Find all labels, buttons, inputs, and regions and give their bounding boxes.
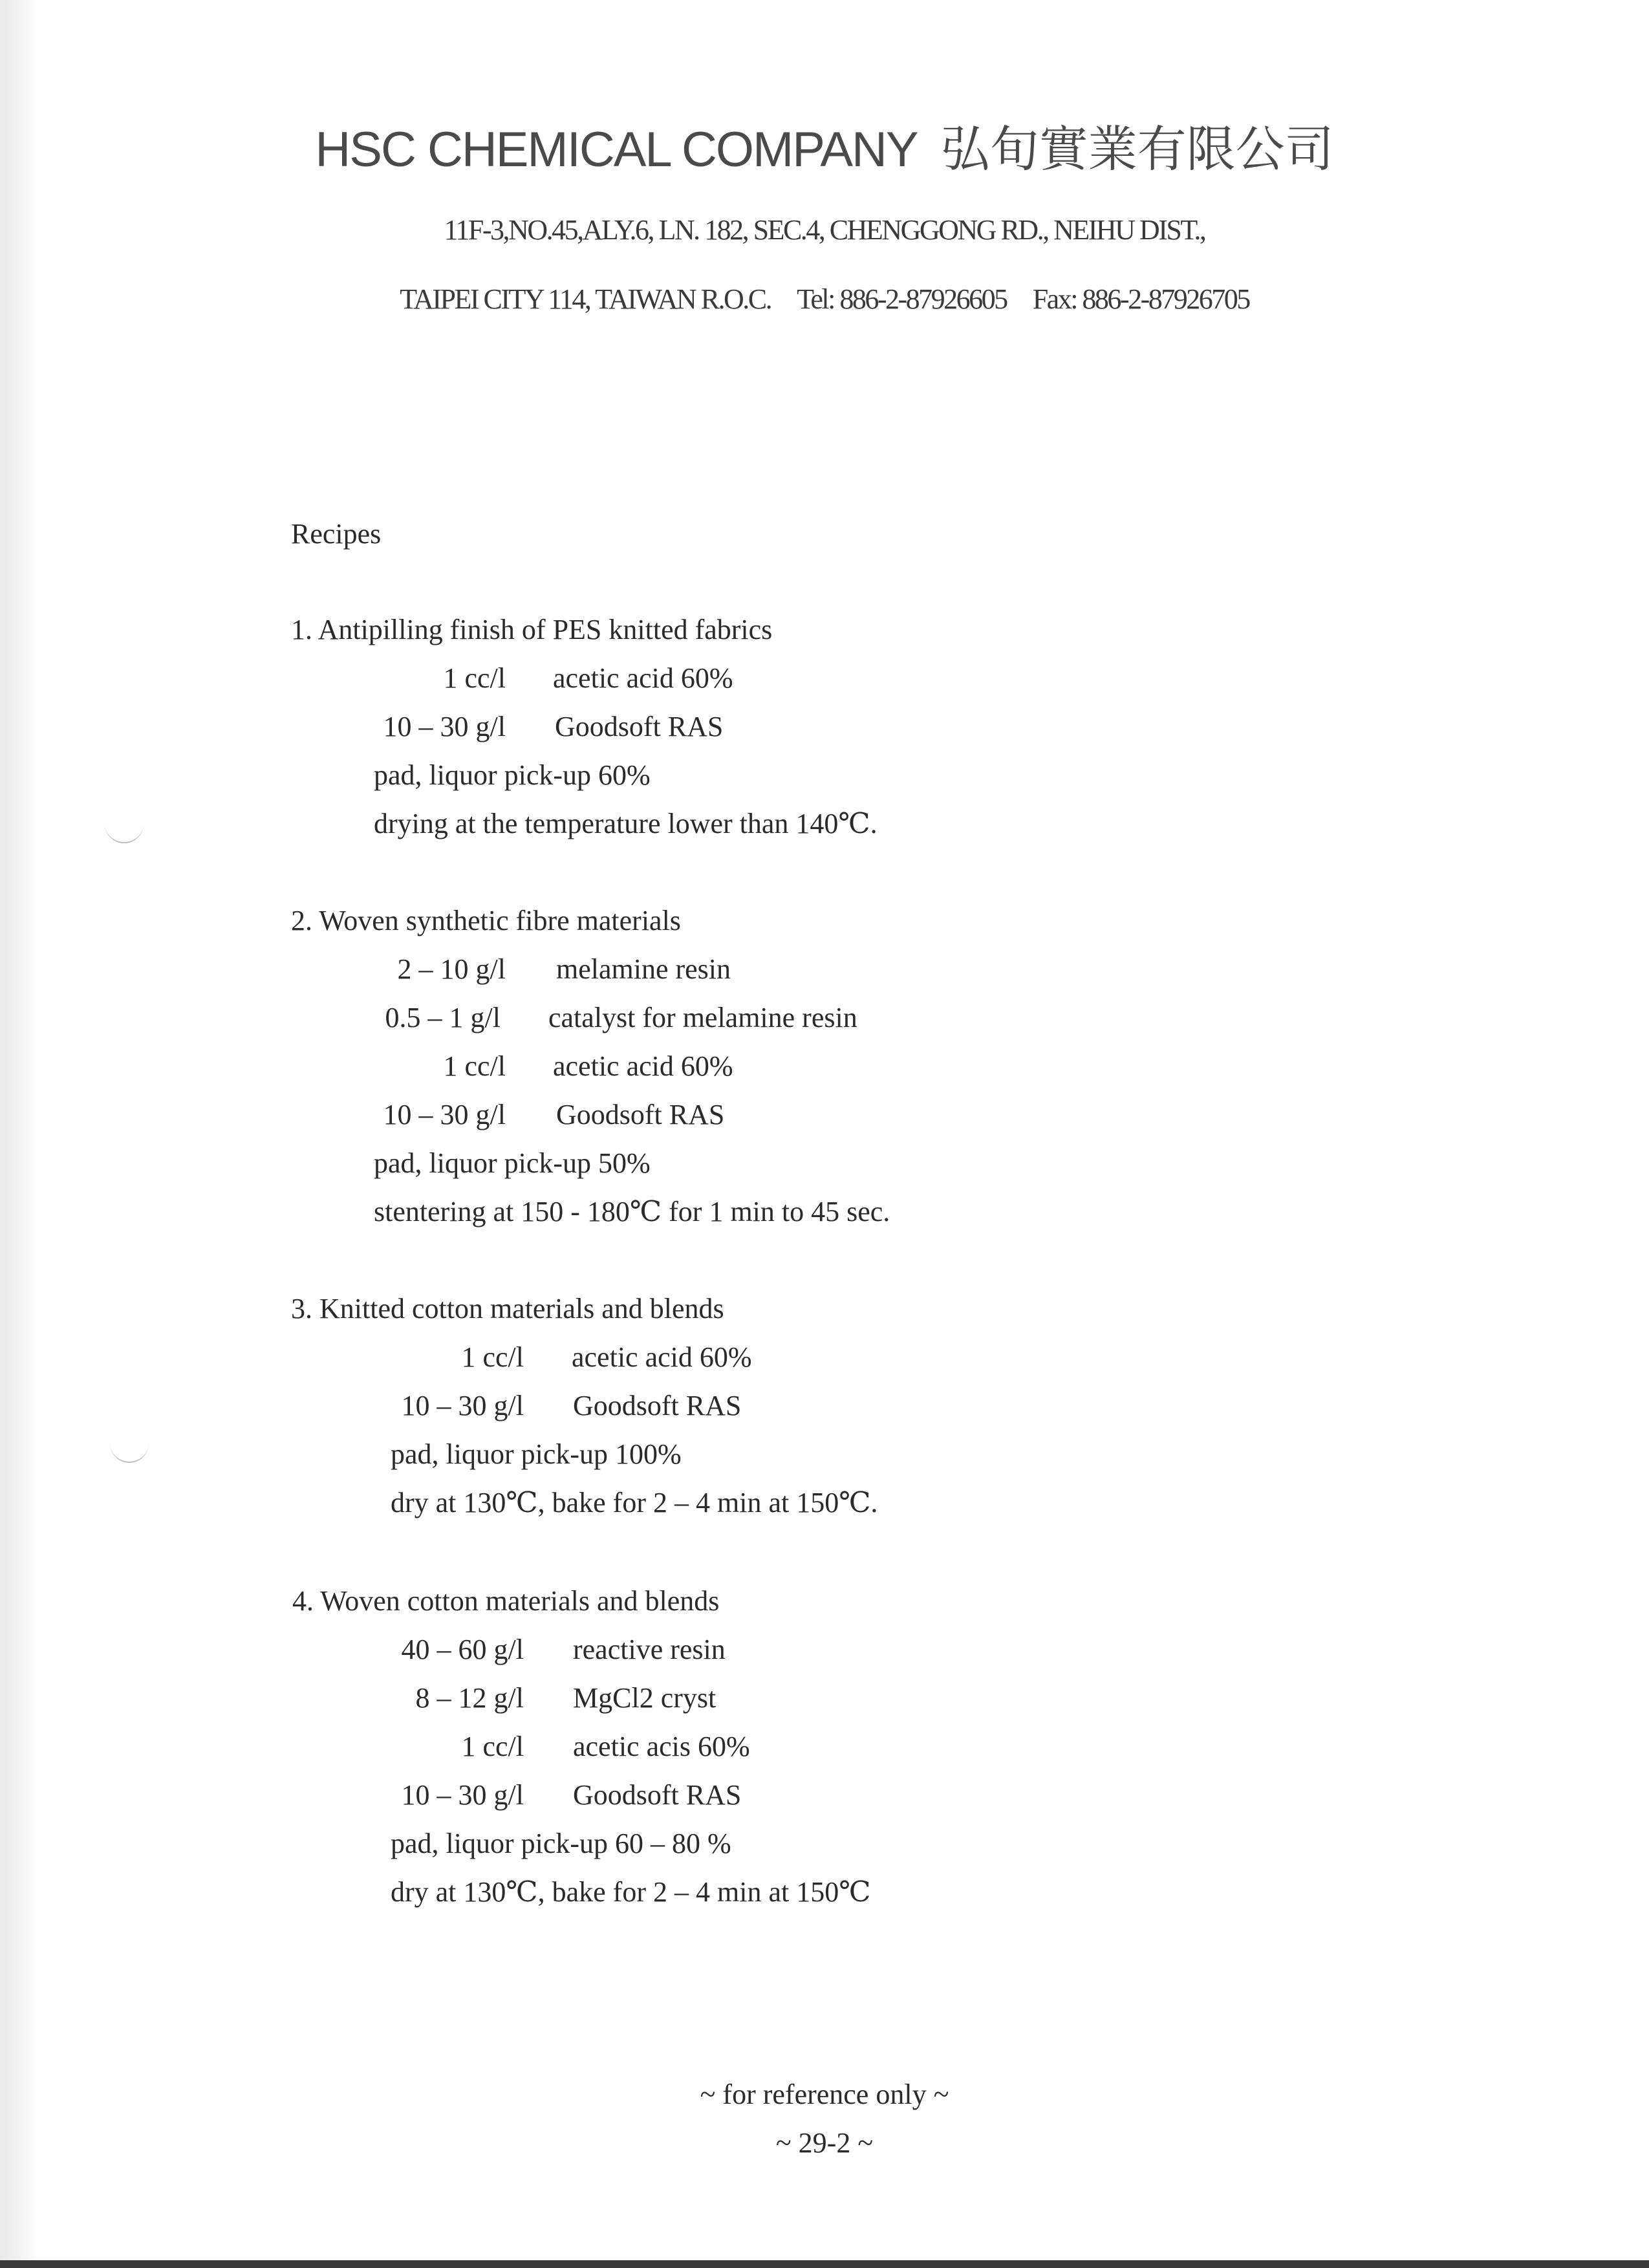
recipe-step: dry at 130℃, bake for 2 – 4 min at 150℃. bbox=[391, 1487, 878, 1518]
recipe-ingredient: acetic acid 60% bbox=[553, 1050, 733, 1082]
scan-bottom-edge bbox=[0, 2260, 1649, 2268]
recipe-ingredient: Goodsoft RAS bbox=[573, 1779, 742, 1811]
recipe-quantity: 40 – 60 g/l bbox=[401, 1634, 524, 1665]
recipe-step: dry at 130℃, bake for 2 – 4 min at 150℃ bbox=[391, 1876, 871, 1908]
recipe-title: 1. Antipilling finish of PES knitted fabrics bbox=[291, 614, 773, 645]
recipe-ingredient: melamine resin bbox=[556, 953, 731, 985]
recipe-step: drying at the temperature lower than 140℃. bbox=[374, 808, 878, 839]
recipe-quantity: 10 – 30 g/l bbox=[383, 711, 506, 742]
company-name-en: HSC CHEMICAL COMPANY bbox=[315, 122, 918, 177]
page-number: ~ 29-2 ~ bbox=[775, 2127, 874, 2159]
recipe-ingredient: Goodsoft RAS bbox=[573, 1390, 742, 1421]
company-name bbox=[0, 110, 1649, 180]
recipe-ingredient: acetic acis 60% bbox=[573, 1731, 750, 1762]
telephone: Tel: 886-2-87926605 bbox=[797, 283, 1007, 315]
recipe-quantity: 1 cc/l bbox=[443, 662, 506, 694]
address-city: TAIPEI CITY 114, TAIWAN R.O.C. bbox=[400, 283, 771, 315]
recipe-step: pad, liquor pick-up 100% bbox=[391, 1438, 682, 1470]
reference-note: ~ for reference only ~ bbox=[700, 2079, 949, 2110]
scan-edge-shadow bbox=[0, 0, 38, 2268]
section-heading: Recipes bbox=[291, 518, 382, 550]
recipe-title: 4. Woven cotton materials and blends bbox=[292, 1585, 720, 1617]
recipe-title: 3. Knitted cotton materials and blends bbox=[291, 1293, 724, 1324]
recipe-ingredient: reactive resin bbox=[573, 1634, 726, 1665]
recipe-ingredient: catalyst for melamine resin bbox=[548, 1002, 857, 1033]
company-name-cn: 弘旬實業有限公司 bbox=[940, 122, 1334, 177]
recipe-quantity: 8 – 12 g/l bbox=[415, 1682, 524, 1714]
address-line-2 bbox=[0, 283, 1649, 316]
recipe-step: stentering at 150 - 180℃ for 1 min to 45 sec. bbox=[374, 1196, 890, 1227]
recipe-quantity: 0.5 – 1 g/l bbox=[385, 1002, 501, 1033]
recipe-quantity: 1 cc/l bbox=[461, 1341, 524, 1373]
recipe-quantity: 2 – 10 g/l bbox=[397, 953, 506, 985]
recipe-ingredient: acetic acid 60% bbox=[553, 662, 733, 694]
punch-hole-mark bbox=[105, 816, 144, 843]
recipe-step: pad, liquor pick-up 60 – 80 % bbox=[391, 1828, 731, 1859]
recipe-ingredient: Goodsoft RAS bbox=[556, 1099, 725, 1130]
recipe-step: pad, liquor pick-up 60% bbox=[374, 759, 651, 791]
recipe-ingredient: Goodsoft RAS bbox=[555, 711, 724, 742]
recipe-quantity: 1 cc/l bbox=[443, 1050, 506, 1082]
punch-hole-mark bbox=[110, 1436, 149, 1463]
recipe-quantity: 1 cc/l bbox=[461, 1731, 524, 1762]
address-line-1: 11F-3,NO.45,ALY.6, LN. 182, SEC.4, CHENGGONG RD., NEIHU DIST., bbox=[444, 214, 1205, 246]
recipe-ingredient: acetic acid 60% bbox=[572, 1341, 752, 1373]
recipe-quantity: 10 – 30 g/l bbox=[383, 1099, 506, 1130]
recipe-title: 2. Woven synthetic fibre materials bbox=[291, 905, 681, 936]
recipe-quantity: 10 – 30 g/l bbox=[401, 1779, 524, 1811]
recipe-step: pad, liquor pick-up 50% bbox=[374, 1147, 651, 1179]
recipe-quantity: 10 – 30 g/l bbox=[401, 1390, 524, 1421]
fax: Fax: 886-2-87926705 bbox=[1032, 283, 1249, 315]
recipe-ingredient: MgCl2 cryst bbox=[573, 1682, 717, 1714]
